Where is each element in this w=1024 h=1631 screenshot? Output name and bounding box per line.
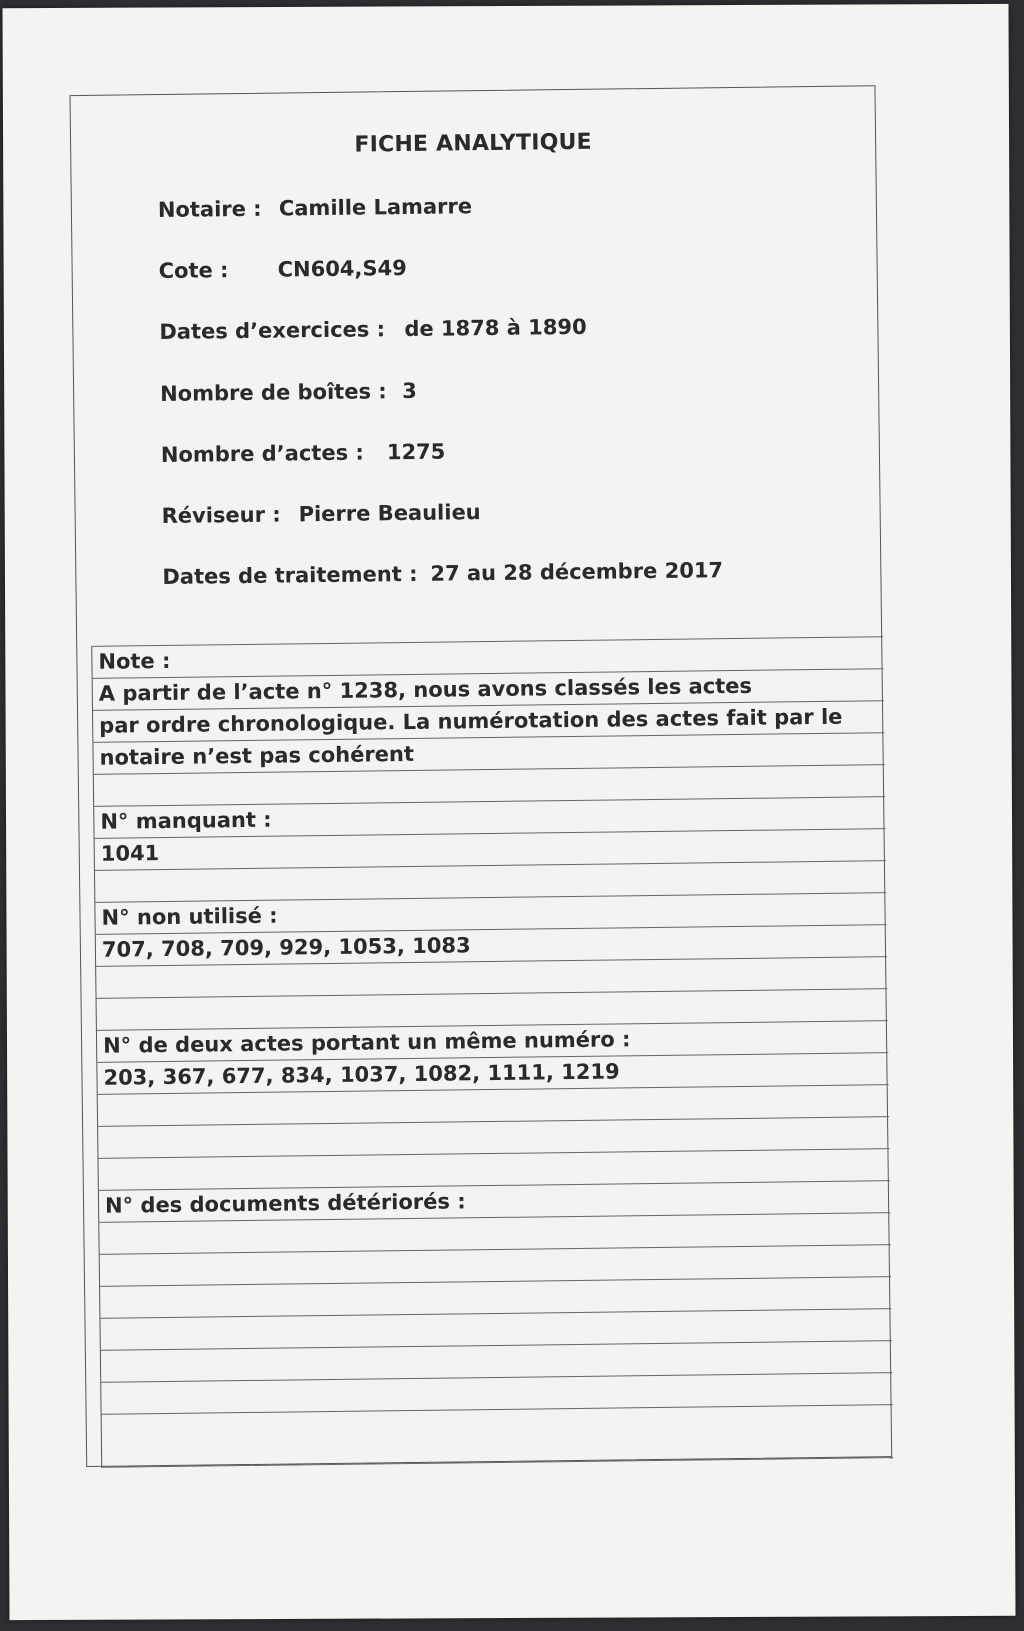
analytic-form xyxy=(69,85,892,1467)
note-line-2: par ordre chronologique. La numérotation des actes fait par le xyxy=(93,700,884,742)
non-utilise-label: N° non utilisé : xyxy=(95,892,886,934)
ruled-notes-grid xyxy=(91,636,893,1468)
deux-actes-label: N° de deux actes portant un même numéro : xyxy=(97,1020,888,1062)
note-line-3: notaire n’est pas cohérent xyxy=(93,732,884,774)
field-nombre-boites-label: Nombre de boîtes : xyxy=(160,379,387,407)
field-nombre-actes xyxy=(160,439,446,468)
manquant-value: 1041 xyxy=(95,828,886,870)
field-dates-exercices-value: de 1878 à 1890 xyxy=(404,314,587,342)
field-nombre-actes-value: 1275 xyxy=(386,439,446,465)
field-dates-exercices xyxy=(159,314,587,345)
field-notaire-value: Camille Lamarre xyxy=(278,194,473,221)
deux-actes-value: 203, 367, 677, 834, 1037, 1082, 1111, 1219 xyxy=(97,1052,888,1094)
field-nombre-actes-label: Nombre d’actes : xyxy=(160,440,364,468)
manquant-label: N° manquant : xyxy=(94,796,885,838)
field-reviseur-value: Pierre Beaulieu xyxy=(298,500,481,527)
field-cote-label: Cote : xyxy=(158,258,229,284)
field-nombre-boites xyxy=(160,378,417,407)
non-utilise-value: 707, 708, 709, 929, 1053, 1083 xyxy=(96,924,887,966)
paper-sheet xyxy=(2,4,1015,1620)
field-notaire xyxy=(157,194,473,223)
field-notaire-label: Notaire : xyxy=(157,196,262,223)
page-title: FICHE ANALYTIQUE xyxy=(354,129,592,158)
field-dates-traitement xyxy=(162,558,724,589)
note-line-1: A partir de l’acte n° 1238, nous avons classés les actes xyxy=(93,668,884,710)
field-dates-traitement-value: 27 au 28 décembre 2017 xyxy=(430,558,724,586)
field-cote xyxy=(158,255,407,284)
blank-line xyxy=(102,1404,894,1468)
field-dates-exercices-label: Dates d’exercices : xyxy=(159,317,386,345)
field-nombre-boites-value: 3 xyxy=(401,378,417,404)
field-cote-value: CN604,S49 xyxy=(277,255,407,282)
field-dates-traitement-label: Dates de traitement : xyxy=(162,561,418,589)
note-label: Note : xyxy=(92,636,883,678)
field-reviseur xyxy=(161,500,481,529)
deteriores-label: N° des documents détériorés : xyxy=(99,1180,890,1222)
field-reviseur-label: Réviseur : xyxy=(161,502,281,529)
